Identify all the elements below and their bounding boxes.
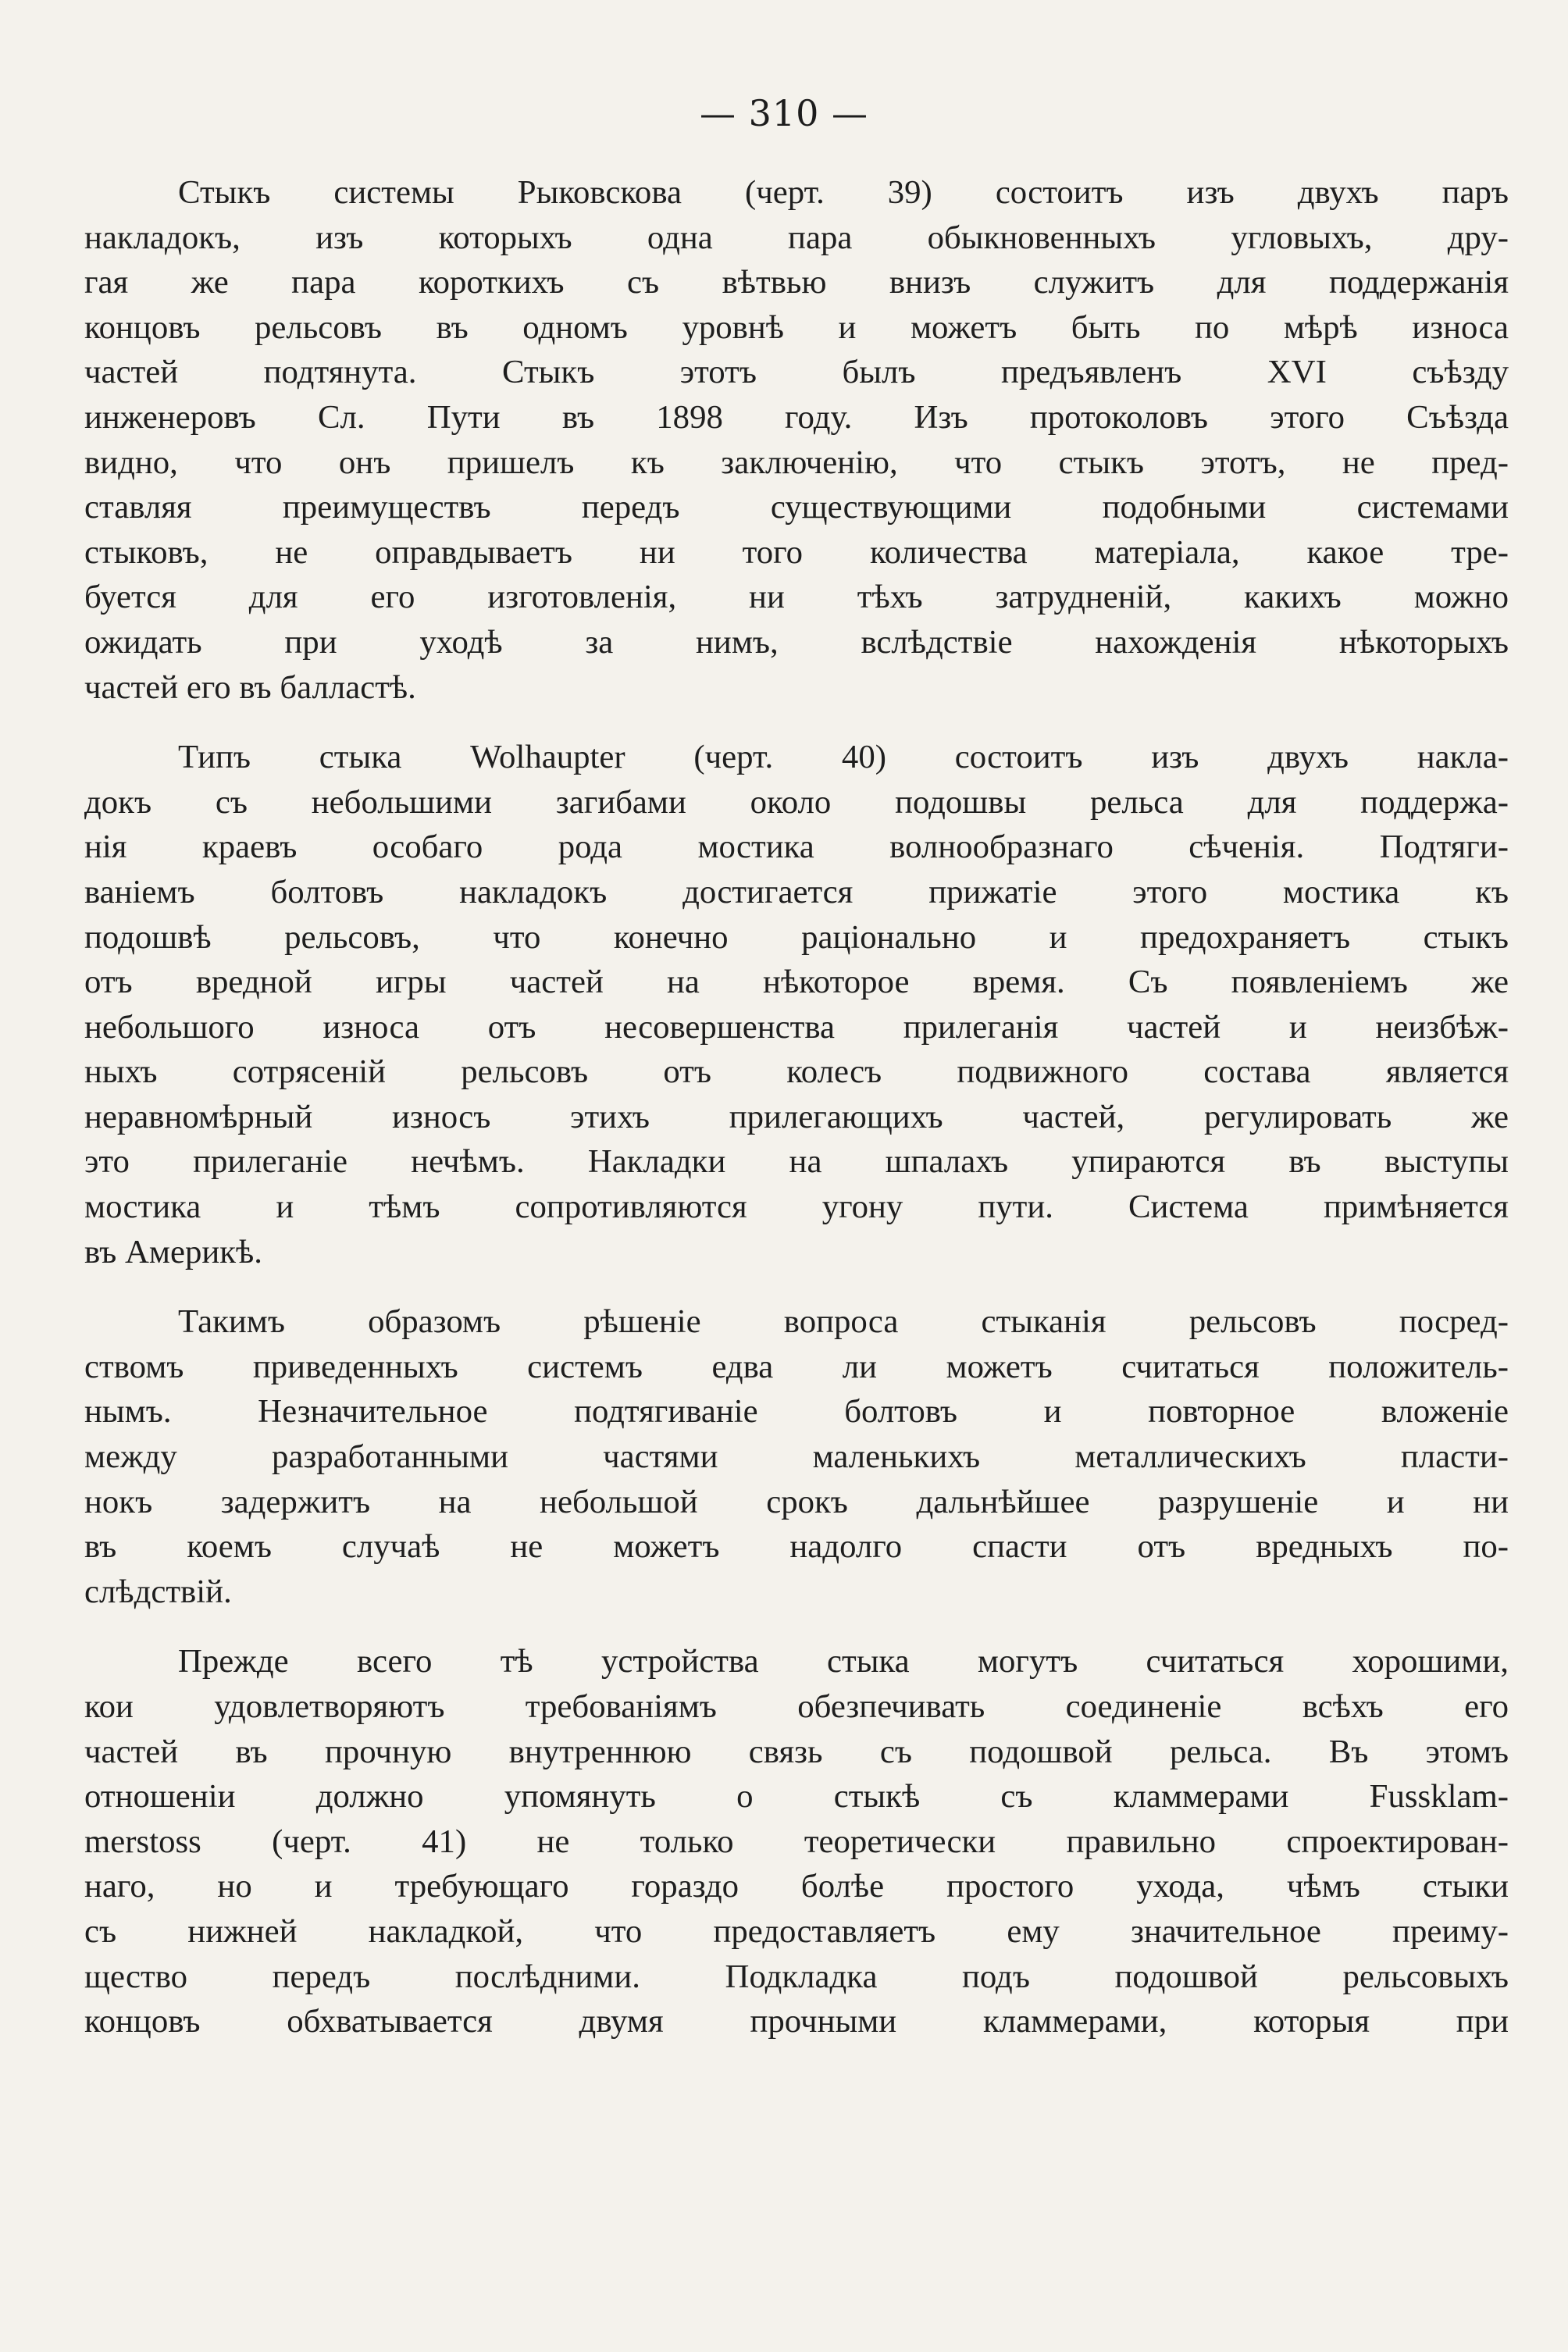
text-line: слѣдствій.	[84, 1573, 232, 1610]
paragraph-1	[84, 170, 1509, 710]
text-line: видно, что онъ пришелъ къ заключенію, что стыкъ этотъ, не пред-	[84, 444, 1509, 481]
text-line: ваніемъ болтовъ накладокъ достигается прижатіе этого мостика къ	[84, 873, 1509, 911]
text-line: наго, но и требующаго гораздо болѣе простого ухода, чѣмъ стыки	[84, 1868, 1509, 1905]
text-line: въ Америкѣ.	[84, 1233, 262, 1270]
text-line: подошвѣ рельсовъ, что конечно раціонально и предохраняетъ стыкъ	[84, 918, 1509, 956]
text-line: Прежде всего тѣ устройства стыка могутъ считаться хорошими,	[178, 1643, 1509, 1680]
body-text	[84, 170, 1509, 2044]
text-line: щество передъ послѣдними. Подкладка подъ подошвой рельсовыхъ	[84, 1958, 1509, 1995]
text-line: въ коемъ случаѣ не можетъ надолго спасти отъ вредныхъ по-	[84, 1528, 1509, 1566]
paragraph-4	[84, 1639, 1509, 2044]
text-line: концовъ рельсовъ въ одномъ уровнѣ и можетъ быть по мѣрѣ износа	[84, 308, 1509, 346]
text-line: частей подтянута. Стыкъ этотъ былъ предъявленъ XVI съѣзду	[84, 354, 1509, 391]
text-line: Стыкъ системы Рыковскова (черт. 39) состоитъ изъ двухъ паръ	[178, 174, 1509, 211]
text-line: merstoss (черт. 41) не только теоретически правильно спроектирован-	[84, 1823, 1509, 1860]
text-line: ожидать при уходѣ за нимъ, вслѣдствіе нахожденія нѣкоторыхъ	[84, 623, 1509, 661]
text-line: стыковъ, не оправдываетъ ни того количества матеріала, какое тре-	[84, 533, 1509, 571]
text-line: кои удовлетворяютъ требованіямъ обезпечивать соединеніе всѣхъ его	[84, 1688, 1509, 1725]
text-line: это прилеганіе нечѣмъ. Накладки на шпалахъ упираются въ выступы	[84, 1143, 1509, 1181]
text-line: ствомъ приведенныхъ системъ едва ли можетъ считаться положитель-	[84, 1348, 1509, 1385]
text-line: докъ съ небольшими загибами около подошвы рельса для поддержа-	[84, 783, 1509, 821]
page-number: — 310 —	[699, 92, 869, 134]
text-line: отъ вредной игры частей на нѣкоторое время. Съ появленіемъ же	[84, 964, 1509, 1001]
text-line: концовъ обхватывается двумя прочными кламмерами, которыя при	[84, 2003, 1509, 2040]
text-line: нокъ задержитъ на небольшой срокъ дальнѣйшее разрушеніе и ни	[84, 1483, 1509, 1520]
text-line: буется для его изготовленія, ни тѣхъ затрудненій, какихъ можно	[84, 579, 1509, 616]
text-line: отношеніи должно упомянуть о стыкѣ съ кламмерами Fussklam-	[84, 1778, 1509, 1816]
text-line: частей въ прочную внутреннюю связь съ подошвой рельса. Въ этомъ	[84, 1733, 1509, 1770]
text-line: ныхъ сотрясеній рельсовъ отъ колесъ подвижного состава является	[84, 1053, 1509, 1091]
text-line: частей его въ балластѣ.	[84, 668, 416, 706]
text-line: съ нижней накладкой, что предоставляетъ ему значительное преиму-	[84, 1912, 1509, 1950]
text-line: между разработанными частями маленькихъ металлическихъ пласти-	[84, 1438, 1509, 1476]
text-line: ставляя преимуществъ передъ существующими подобными системами	[84, 489, 1509, 526]
text-line: Типъ стыка Wolhaupter (черт. 40) состоитъ изъ двухъ накла-	[178, 739, 1509, 776]
text-line: мостика и тѣмъ сопротивляются угону пути. Система примѣняется	[84, 1188, 1509, 1226]
text-line: инженеровъ Сл. Пути въ 1898 году. Изъ протоколовъ этого Съѣзда	[84, 398, 1509, 436]
text-line: нія краевъ особаго рода мостика волнообразнаго сѣченія. Подтяги-	[84, 829, 1509, 866]
text-line: небольшого износа отъ несовершенства прилеганія частей и неизбѣж-	[84, 1008, 1509, 1046]
paragraph-2	[84, 735, 1509, 1274]
text-line: нымъ. Незначительное подтягиваніе болтовъ и повторное вложеніе	[84, 1393, 1509, 1431]
text-line: накладокъ, изъ которыхъ одна пара обыкновенныхъ угловыхъ, дру-	[84, 219, 1509, 256]
paragraph-3	[84, 1299, 1509, 1614]
text-line: гая же пара короткихъ съ вѣтвью внизъ служитъ для поддержанія	[84, 264, 1509, 301]
text-line: неравномѣрный износъ этихъ прилегающихъ частей, регулировать же	[84, 1098, 1509, 1135]
text-line: Такимъ образомъ рѣшеніе вопроса стыканія рельсовъ посред-	[178, 1303, 1509, 1341]
